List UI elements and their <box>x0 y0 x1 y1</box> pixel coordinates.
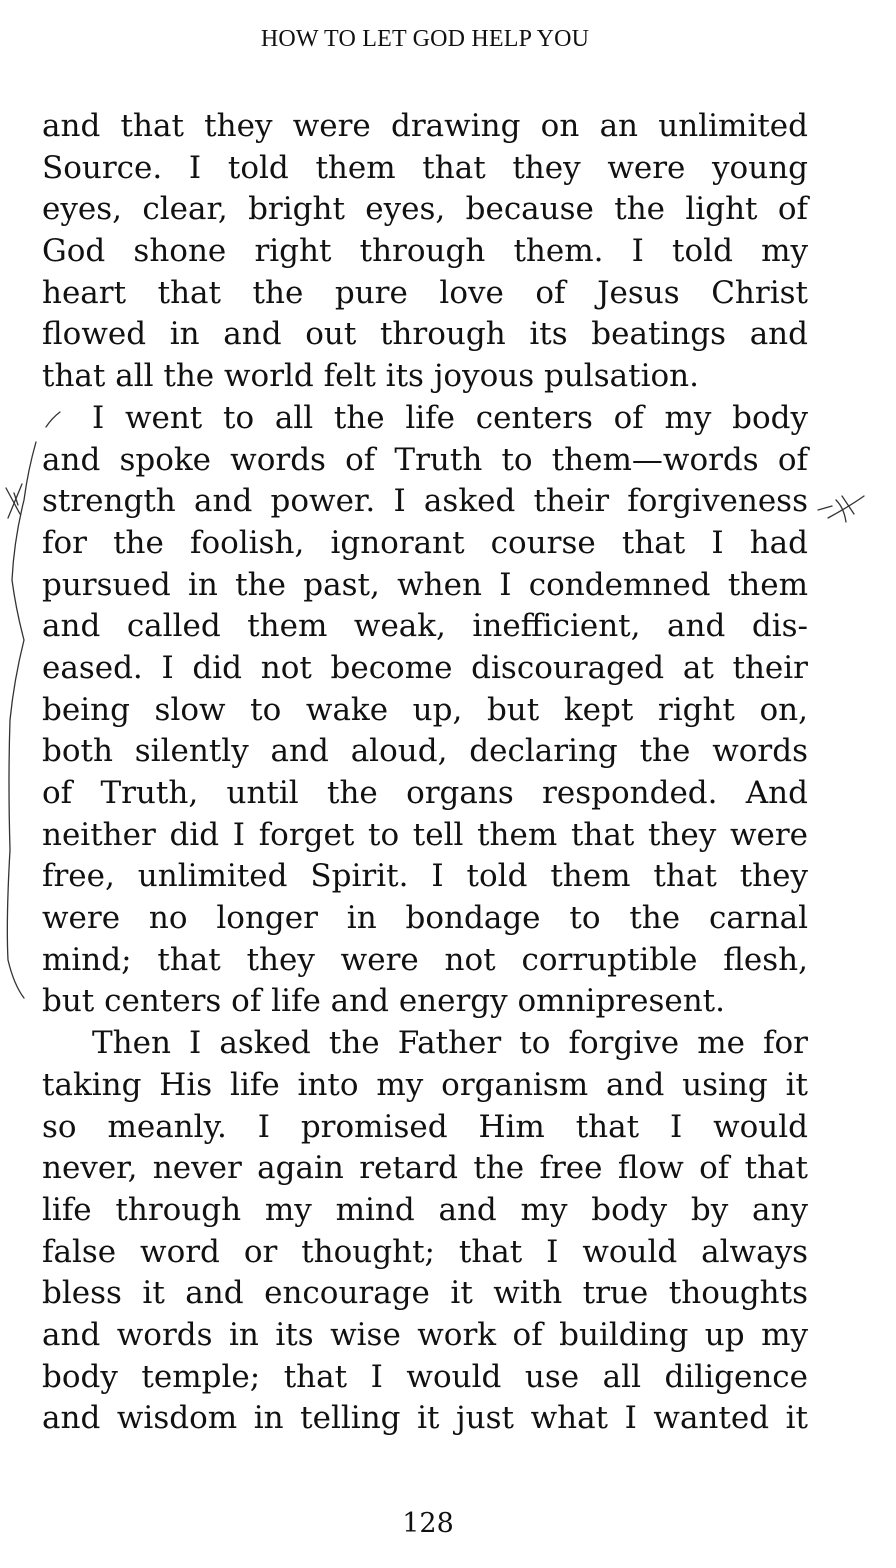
text-line: pursued in the past, when I condemned them <box>42 566 808 603</box>
text-line: were no longer in bondage to the carnal <box>42 900 808 937</box>
text-line: eased. I did not become discouraged at their <box>42 649 808 686</box>
text-line: God shone right through them. I told my <box>42 233 808 270</box>
text-line: of Truth, until the organs responded. And <box>42 775 808 811</box>
text-line: taking His life into my organism and using it <box>42 1066 808 1103</box>
text-line: and wisdom in telling it just what I wanted it <box>42 1400 808 1437</box>
text-line: flowed in and out through its beatings and <box>42 316 808 353</box>
page-number: 128 <box>402 1508 454 1539</box>
text-line: and words in its wise work of building up my <box>42 1316 808 1353</box>
text-line: never, never again retard the free flow of that <box>42 1150 808 1187</box>
text-line: false word or thought; that I would always <box>42 1233 808 1270</box>
text-line: Then I asked the Father to forgive me for <box>92 1025 808 1062</box>
text-line: mind; that they were not corruptible flesh, <box>42 941 808 978</box>
text-line: so meanly. I promised Him that I would <box>42 1108 808 1145</box>
text-line: bless it and encourage it with true thoughts <box>42 1275 808 1312</box>
body-text <box>42 106 808 1440</box>
text-line: and that they were drawing on an unlimited <box>42 108 808 144</box>
text-line: but centers of life and energy omnipresent. <box>42 983 725 1020</box>
text-line: and spoke words of Truth to them—words of <box>42 441 808 478</box>
running-head: HOW TO LET GOD HELP YOU <box>260 26 590 52</box>
text-line: neither did I forget to tell them that they were <box>42 816 808 853</box>
text-line: and called them weak, inefficient, and dis- <box>42 608 808 645</box>
text-line: strength and power. I asked their forgiveness <box>42 483 808 520</box>
text-line: free, unlimited Spirit. I told them that they <box>42 858 808 895</box>
text-line: I went to all the life centers of my body <box>92 399 808 436</box>
text-line: being slow to wake up, but kept right on, <box>42 691 808 728</box>
text-line: life through my mind and my body by any <box>42 1191 808 1228</box>
text-line: body temple; that I would use all diligence <box>42 1358 808 1395</box>
text-line: Source. I told them that they were young <box>42 149 808 186</box>
text-line: that all the world felt its joyous pulsation. <box>42 358 699 395</box>
text-line: heart that the pure love of Jesus Christ <box>42 274 808 311</box>
text-line: for the foolish, ignorant course that I had <box>42 524 808 561</box>
text-line: both silently and aloud, declaring the words <box>42 733 808 770</box>
text-line: eyes, clear, bright eyes, because the light of <box>42 191 808 228</box>
